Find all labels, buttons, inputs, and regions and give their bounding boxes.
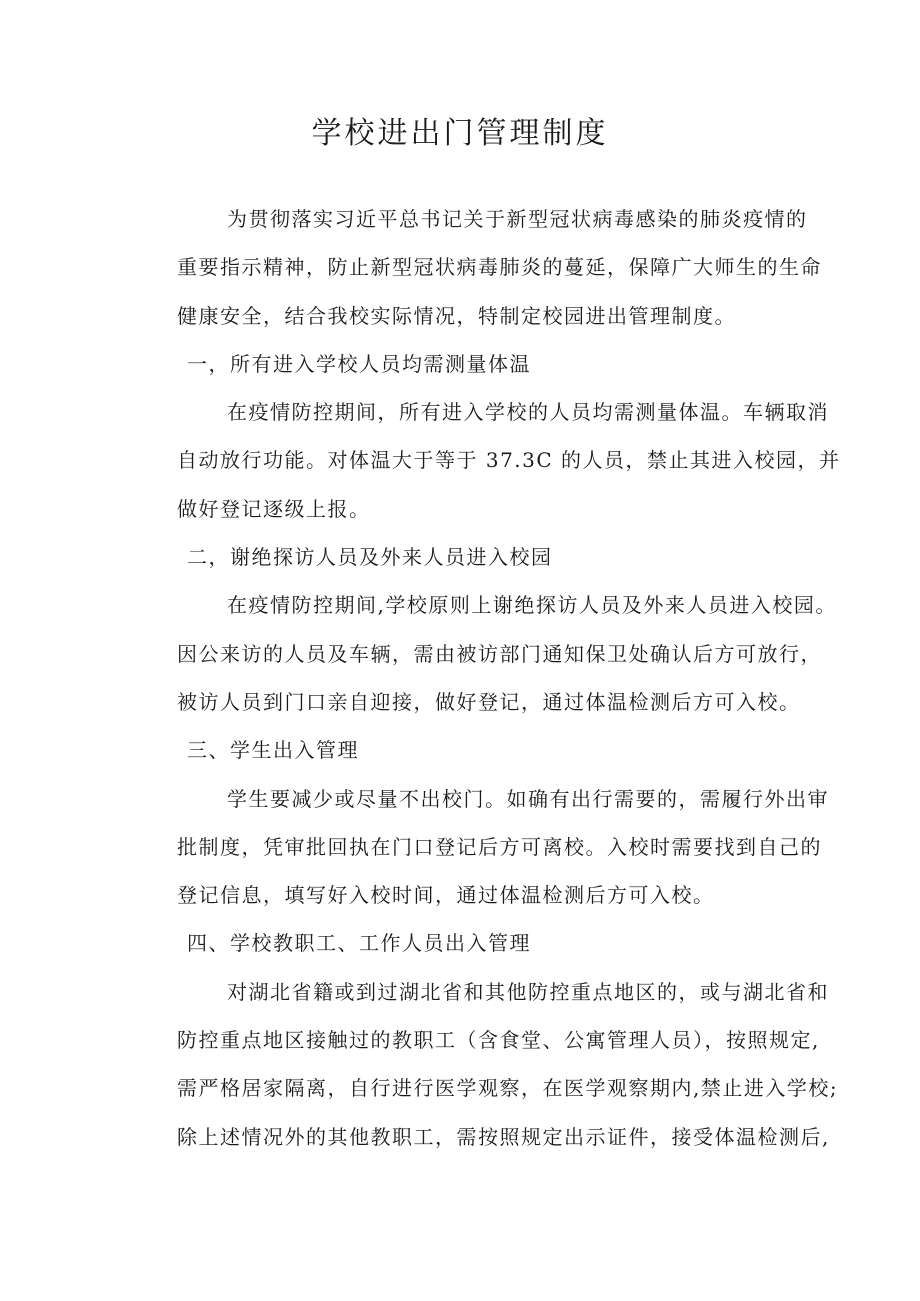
section-heading-1: 一，所有进入学校人员均需测量体温 (187, 351, 531, 376)
text-line: 被访人员到门口亲自迎接，做好登记，通过体温检测后方可入校。 (177, 689, 801, 714)
text-line: 学生要减少或尽量不出校门。如确有出行需要的，需履行外出审 (227, 786, 829, 811)
text-line: 健康安全，结合我校实际情况，特制定校园进出管理制度。 (177, 303, 736, 328)
section-heading-4: 四、学校教职工、工作人员出入管理 (187, 931, 531, 956)
section-paragraph-4 (137, 968, 839, 1161)
text-line: 因公来访的人员及车辆，需由被访部门通知保卫处确认后方可放行， (177, 641, 822, 666)
section-paragraph-2 (137, 581, 837, 726)
text-line: 在疫情防控期间，所有进入学校的人员均需测量体温。车辆取消 (227, 400, 829, 425)
text-line: 批制度，凭审批回执在门口登记后方可离校。入校时需要找到自己的 (177, 834, 822, 859)
text-line: 需严格居家隔离，自行进行医学观察，在医学观察期内,禁止进入学校; (177, 1076, 839, 1101)
text-line: 做好登记逐级上报。 (177, 496, 371, 521)
text-line: 防控重点地区接触过的教职工（含食堂、公寓管理人员），按照规定, (177, 1028, 820, 1053)
text-line: 自动放行功能。对体温大于等于 37.3C 的人员，禁止其进入校园，并 (177, 448, 841, 473)
section-paragraph-1 (137, 388, 841, 533)
section-heading-3: 三、学生出入管理 (187, 738, 359, 763)
section-heading-2: 二，谢绝探访人员及外来人员进入校园 (187, 545, 553, 570)
document-body (137, 195, 841, 1161)
text-line: 重要指示精神，防止新型冠状病毒肺炎的蔓延，保障广大师生的生命 (177, 255, 822, 280)
text-line: 在疫情防控期间,学校原则上谢绝探访人员及外来人员进入校园。 (227, 593, 837, 618)
text-line: 对湖北省籍或到过湖北省和其他防控重点地区的，或与湖北省和 (227, 979, 829, 1004)
document-title: 学校进出门管理制度 (311, 116, 609, 151)
intro-paragraph (137, 195, 822, 340)
text-line: 为贯彻落实习近平总书记关于新型冠状病毒感染的肺炎疫情的 (227, 207, 808, 231)
text-line: 除上述情况外的其他教职工，需按照规定出示证件，接受体温检测后, (177, 1124, 830, 1149)
section-paragraph-3 (137, 775, 829, 920)
text-line: 登记信息，填写好入校时间，通过体温检测后方可入校。 (177, 883, 715, 908)
